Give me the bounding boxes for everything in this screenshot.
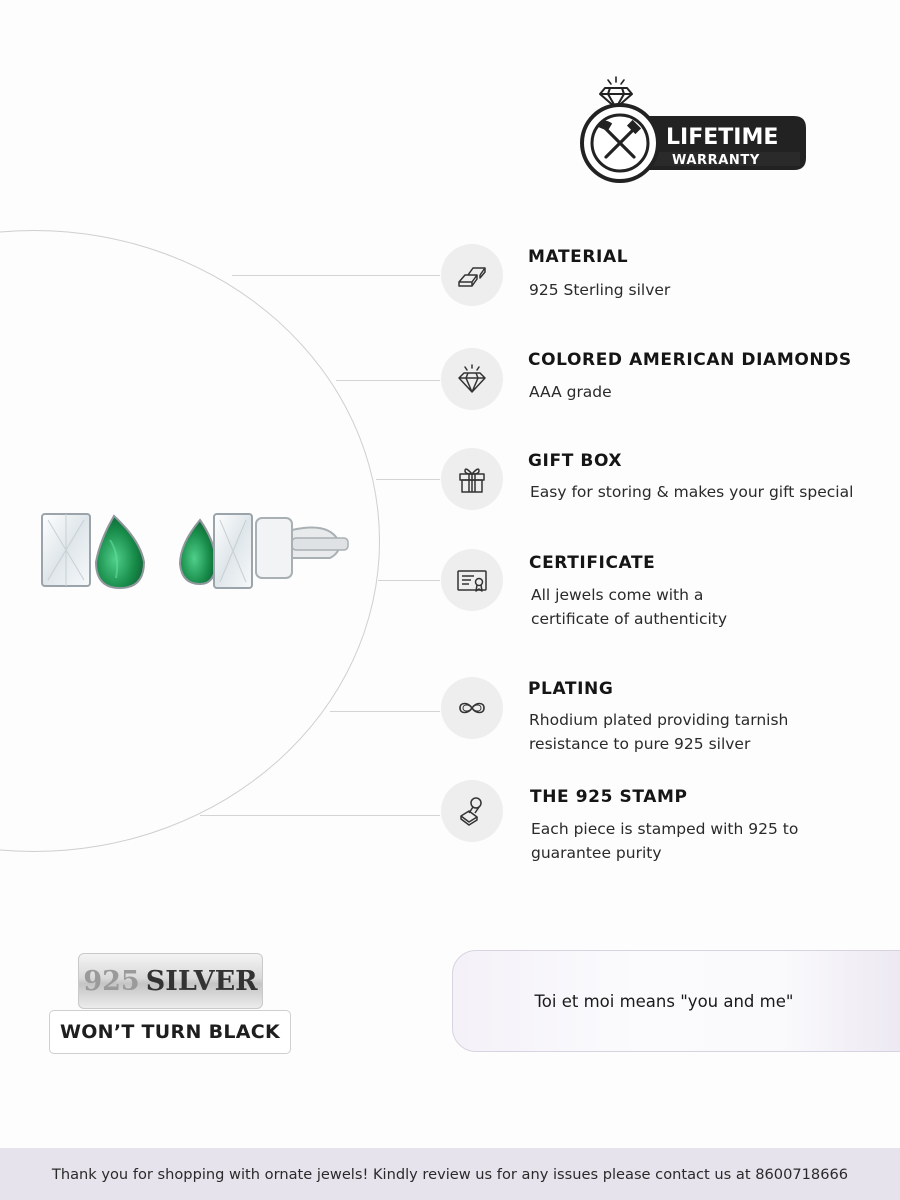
feature-desc: Each piece is stamped with 925 to	[531, 820, 799, 838]
infinity-icon	[441, 677, 503, 739]
feature-title: GIFT BOX	[528, 451, 623, 471]
warranty-line1: LIFETIME	[666, 125, 779, 150]
earring-front	[42, 514, 144, 588]
feature-desc: 925 Sterling silver	[529, 281, 671, 299]
connector-line	[200, 815, 440, 816]
earring-side	[180, 514, 348, 588]
feature-title: THE 925 STAMP	[530, 787, 688, 807]
earrings-image	[30, 500, 360, 600]
silver-925-badge	[78, 953, 263, 1009]
footer-bar	[0, 1148, 900, 1200]
silver-bars-icon	[441, 244, 503, 306]
connector-line	[336, 380, 440, 381]
connector-line	[376, 479, 440, 480]
feature-material	[441, 244, 503, 306]
feature-certificate	[441, 549, 503, 611]
diamond-icon	[441, 348, 503, 410]
feature-desc: Rhodium plated providing tarnish	[529, 711, 789, 729]
connector-line	[330, 711, 440, 712]
feature-stamp	[441, 780, 503, 842]
feature-title: COLORED AMERICAN DIAMONDS	[528, 350, 852, 370]
feature-desc: Easy for storing & makes your gift special	[530, 483, 854, 501]
feature-diamonds	[441, 348, 503, 410]
silver-badge-word: SILVER	[145, 965, 258, 997]
feature-title: MATERIAL	[528, 247, 629, 267]
feature-desc: AAA grade	[529, 383, 612, 401]
warranty-line2: WARRANTY	[672, 153, 760, 168]
certificate-icon	[441, 549, 503, 611]
feature-desc: certificate of authenticity	[531, 610, 728, 628]
connector-line	[232, 275, 440, 276]
warranty-emblem	[578, 74, 810, 186]
feature-title: PLATING	[528, 679, 614, 699]
footer-text: Thank you for shopping with ornate jewels! Kindly review us for any issues please contact us at 8600718666	[51, 1165, 849, 1183]
lifetime-warranty-badge	[578, 74, 810, 186]
feature-desc: resistance to pure 925 silver	[529, 735, 751, 753]
feature-desc: All jewels come with a	[531, 586, 704, 604]
wont-turn-black-label: WON’T TURN BLACK	[49, 1010, 291, 1054]
tagline-banner	[452, 950, 900, 1052]
connector-line	[378, 580, 440, 581]
feature-gift-box	[441, 448, 503, 510]
tagline-text: Toi et moi means "you and me"	[534, 991, 794, 1011]
feature-desc: guarantee purity	[531, 844, 662, 862]
feature-plating	[441, 677, 503, 739]
feature-title: CERTIFICATE	[529, 553, 656, 573]
silver-badge-number: 925	[83, 965, 140, 997]
stamp-icon	[441, 780, 503, 842]
gift-box-icon	[441, 448, 503, 510]
